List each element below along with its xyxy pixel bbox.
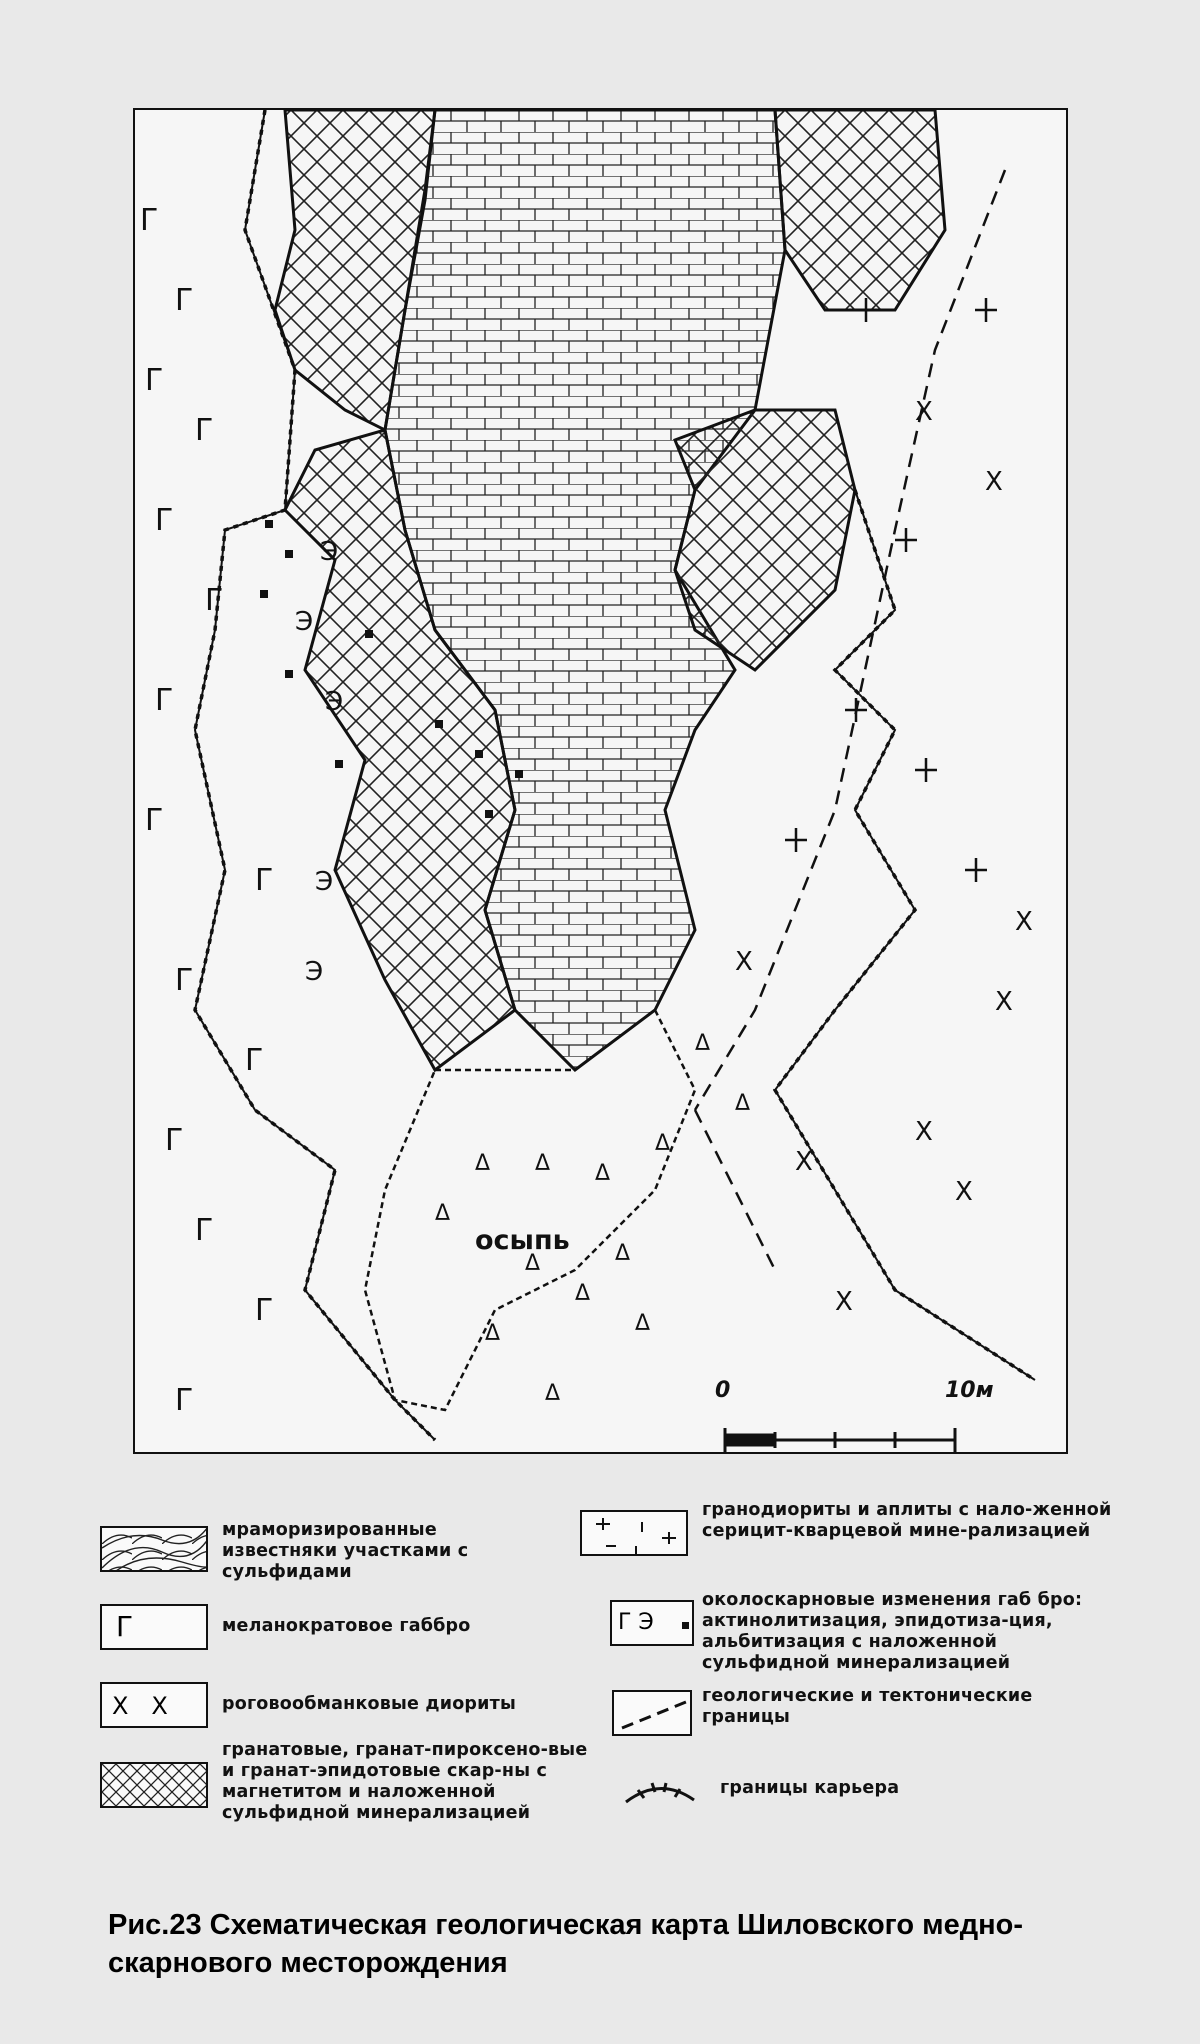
- svg-text:Δ: Δ: [615, 1241, 631, 1266]
- dashed-boundary-icon: [612, 1690, 692, 1736]
- svg-text:Х: Х: [735, 947, 753, 977]
- legend: [100, 1500, 1120, 1870]
- svg-text:Г: Г: [175, 283, 194, 318]
- skarn-body-north-east: [775, 110, 945, 310]
- legend-marble-text: мраморизированные известняки участками с сульфидами: [222, 1520, 469, 1582]
- svg-text:Δ: Δ: [635, 1311, 651, 1336]
- svg-text:Г: Г: [155, 503, 174, 538]
- svg-text:Г: Г: [155, 683, 174, 718]
- svg-text:Э: Э: [320, 537, 339, 567]
- legend-skarn-text: гранатовые, гранат-пироксено-вые и гранат-эпидотовые скар-ны с магнетитом и наложенной сульфидной минерализацией: [222, 1740, 588, 1823]
- svg-text:Δ: Δ: [545, 1381, 561, 1406]
- svg-text:Э: Э: [295, 607, 314, 637]
- legend-boundaries-text: геологические и тектонические границы: [702, 1686, 1033, 1727]
- svg-text:Δ: Δ: [535, 1151, 551, 1176]
- svg-text:Э: Э: [325, 687, 344, 717]
- quarry-boundary-icon: [620, 1770, 700, 1810]
- scree-area: [365, 1010, 695, 1410]
- svg-text:Г: Г: [175, 963, 194, 998]
- svg-text:Г: Г: [145, 363, 164, 398]
- gabbro-g-pattern-icon: [100, 1604, 208, 1650]
- figure-caption: Рис.23 Схематическая геологическая карта Шиловского медно-скарнового месторождения: [108, 1909, 1024, 1979]
- quarry-boundary-east: [775, 490, 1035, 1380]
- svg-text:Х: Х: [795, 1147, 813, 1177]
- svg-text:Г: Г: [205, 583, 224, 618]
- svg-text:Δ: Δ: [595, 1161, 611, 1186]
- svg-text:Г: Г: [165, 1123, 184, 1158]
- svg-text:Х: Х: [915, 1117, 933, 1147]
- svg-text:Х: Х: [995, 987, 1013, 1017]
- alteration-pattern-icon: [610, 1600, 694, 1646]
- legend-box-letters-diorite: Х Х: [112, 1692, 168, 1720]
- svg-text:Г: Г: [145, 803, 164, 838]
- map-drawing: [135, 110, 1068, 1454]
- geological-map: [133, 108, 1068, 1454]
- diorite-x-pattern-icon: [100, 1682, 208, 1728]
- granodiorite-pattern-icon: [580, 1510, 688, 1556]
- scree-label: осыпь: [475, 1225, 570, 1256]
- svg-text:Δ: Δ: [475, 1151, 491, 1176]
- skarn-body-east: [675, 410, 855, 670]
- svg-text:Δ: Δ: [655, 1131, 671, 1156]
- marble-pattern-icon: [100, 1526, 208, 1572]
- legend-diorite-text: роговообманковые диориты: [222, 1694, 516, 1714]
- legend-gabbro-text: меланократовое габбро: [222, 1616, 471, 1636]
- legend-box-letters-alteration: Г Э: [618, 1610, 654, 1635]
- svg-text:Δ: Δ: [575, 1281, 591, 1306]
- svg-text:Δ: Δ: [525, 1251, 541, 1276]
- svg-text:Г: Г: [195, 413, 214, 448]
- svg-text:Х: Х: [915, 397, 933, 427]
- svg-text:Э: Э: [305, 957, 324, 987]
- svg-text:Г: Г: [255, 863, 274, 898]
- scree-symbols: [435, 1031, 750, 1406]
- svg-text:Х: Х: [955, 1177, 973, 1207]
- legend-alteration-text: околоскарновые изменения габ бро: актинолитизация, эпидотиза-ция, альбитизация с наложенной сульфидной минерализацией: [702, 1590, 1083, 1673]
- svg-text:Г: Г: [140, 203, 159, 238]
- legend-quarry-text: границы карьера: [720, 1778, 900, 1798]
- fault-line-2: [695, 1110, 775, 1270]
- svg-text:Г: Г: [255, 1293, 274, 1328]
- svg-text:Х: Х: [1015, 907, 1033, 937]
- svg-text:Х: Х: [835, 1287, 853, 1317]
- svg-text:Г: Г: [175, 1383, 194, 1418]
- svg-text:Х: Х: [985, 467, 1003, 497]
- scale-end-label: 10м: [945, 1378, 994, 1403]
- scale-bar: [725, 1428, 955, 1452]
- svg-text:Δ: Δ: [485, 1321, 501, 1346]
- svg-text:Δ: Δ: [695, 1031, 711, 1056]
- gabbro-symbols: [140, 203, 273, 1418]
- svg-text:Δ: Δ: [735, 1091, 751, 1116]
- svg-text:Г: Г: [195, 1213, 214, 1248]
- skarn-crosshatch-icon: [100, 1762, 208, 1808]
- legend-granodiorite-text: гранодиориты и аплиты с нало-женной серицит-кварцевой мине-рализацией: [702, 1500, 1112, 1541]
- svg-text:Δ: Δ: [435, 1201, 451, 1226]
- scale-zero-label: 0: [715, 1378, 731, 1403]
- svg-text:Э: Э: [315, 867, 334, 897]
- sulfide-dot-icon: [682, 1622, 689, 1629]
- legend-box-letter-gabbro: Г: [116, 1610, 134, 1643]
- svg-text:Г: Г: [245, 1043, 264, 1078]
